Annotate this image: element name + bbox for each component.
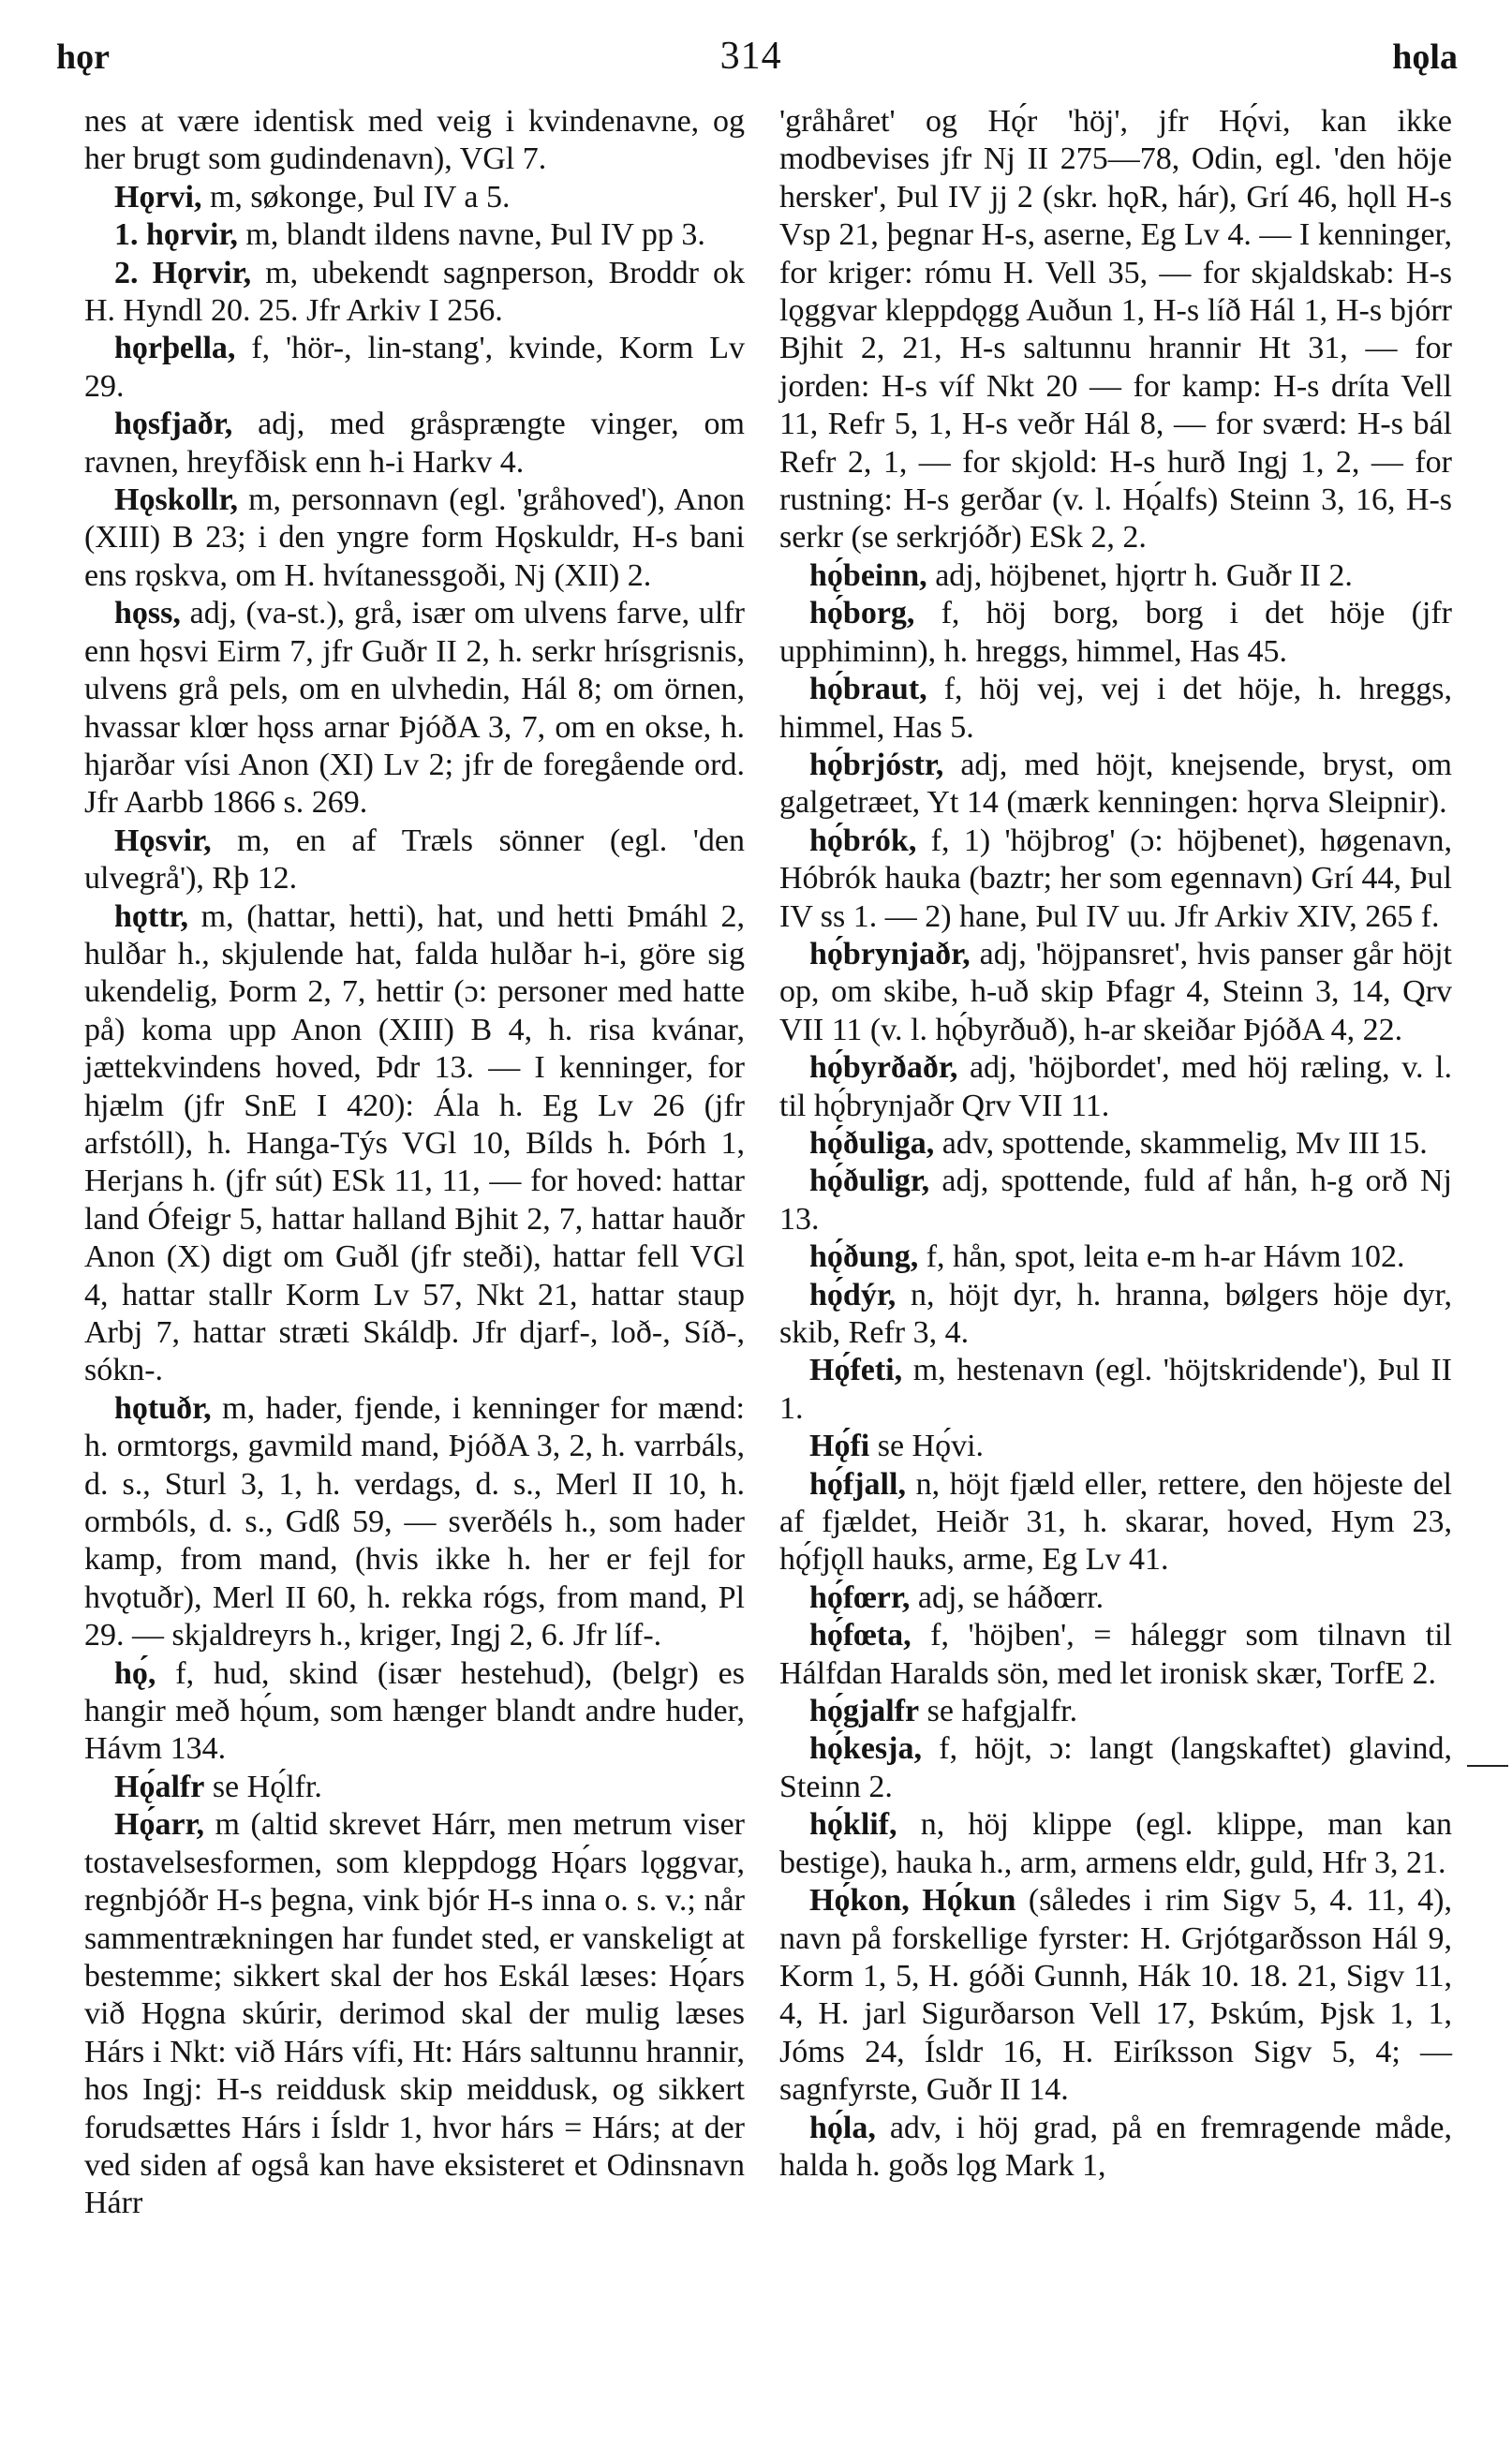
- entry-headword: Hǫ́kon, Hǫ́kun: [809, 1883, 1016, 1919]
- entry-definition: f, höjt, ɔ: langt (langskaftet) glavind, Steinn 2.: [779, 1731, 1452, 1804]
- dictionary-entry: [84, 823, 745, 898]
- entry-definition: m, (hattar, hetti), hat, und hetti Þmáhl 2, hulðar h., skjulende hat, falda hulðar h-i, göre sig ukendelig, Þorm 2, 7, hettir (ɔ: personer med hatte på) koma upp Anon (XIII) B 4, h. risa kvánar, jættekvindens hoved, Þdr 13. — I kenninger, for hjælm (jfr SnE I 420): Ála h. Eg Lv 26 (jfr arfstóll), h. Hanga-Týs VGl 10, Bílds h. Þórh 1, Herjans h. (jfr sút) ESk 11, 11, — for hoved: hattar land Ófeigr 5, hattar halland Bjhit 2, 7, hattar hauðr Anon (X) digt om Guðl (jfr steði), hattar fell VGl 4, hattar stallr Korm Lv 57, Nkt 21, hattar staup Arbj 7, hattar stræti Skáldþ. Jfr djarf-, loð-, Síð-, sókn-.: [84, 898, 745, 1388]
- entry-headword: hǫ́dýr,: [809, 1277, 897, 1312]
- entry-headword: hǫ́beinn,: [809, 557, 927, 593]
- entry-headword: hǫ́,: [114, 1655, 156, 1691]
- entry-headword: Hǫskollr,: [114, 482, 238, 518]
- entry-headword: hǫ́fjall,: [809, 1466, 906, 1502]
- entry-headword: Hǫrvi,: [114, 179, 202, 215]
- dictionary-entry: [84, 406, 745, 482]
- entry-definition: m, hader, fjende, i kenninger for mænd: h. ormtorgs, gavmild mand, ÞjóðA 3, 2, h. varrbáls, d. s., Sturl 3, 1, h. verdags, d. s., Merl II 10, h. ormbóls, d. s., Gdß 59, — sverðéls h., som hader kamp, from mand, (hvis ikke h. her er fejl for hvǫtuðr), Merl II 60, h. rekka rógs, from mand, Pl 29. — skjaldreyrs h., kriger, Ingj 2, 6. Jfr líf-.: [84, 1390, 745, 1653]
- entry-headword: hǫtuðr,: [114, 1390, 212, 1426]
- entry-headword: hǫ́ðuligr,: [809, 1164, 930, 1199]
- entry-definition: adj, 'höjbordet', med höj ræling, v. l. til hǫ́brynjaðr Qrv VII 11.: [779, 1050, 1452, 1123]
- entry-headword: hǫ́braut,: [809, 672, 927, 707]
- dictionary-entry: [779, 1693, 1452, 1730]
- entry-definition: (således i rim Sigv 5, 4. 11, 4), navn på forskellige fyrster: H. Grjótgarðsson Hál 9, Korm 1, 5, H. góði Gunnh, Hák 10. 18. 21, Sigv 11, 4, H. jarl Sigurðarson Vell 17, Þskúm, Þjsk 1, 1, Jóms 24, Ísldr 16, H. Eiríksson Sigv 5, 4; — sagnfyrste, Guðr II 14.: [779, 1883, 1452, 2108]
- entry-headword: hǫ́gjalfr: [809, 1694, 920, 1729]
- entry-definition: f, höj borg, borg i det höje (jfr upphiminn), h. hreggs, himmel, Has 45.: [779, 596, 1452, 669]
- dictionary-entry: [779, 671, 1452, 747]
- dictionary-entry: [84, 330, 745, 406]
- entry-headword: hǫ́brjóstr,: [809, 747, 944, 782]
- dictionary-entry: [779, 103, 1452, 557]
- entry-definition: f, hån, spot, leita e-m h-ar Hávm 102.: [918, 1239, 1405, 1275]
- dictionary-entry: [779, 1352, 1452, 1428]
- entry-definition: adv, spottende, skammelig, Mv III 15.: [934, 1125, 1428, 1161]
- entry-definition: n, höj klippe (egl. klippe, man kan bestige), hauka h., arm, armens eldr, guld, Hfr 3, 21.: [779, 1807, 1452, 1880]
- dictionary-entry: [779, 1277, 1452, 1353]
- entry-headword: hǫttr,: [114, 898, 189, 934]
- dictionary-entry: [84, 595, 745, 822]
- dictionary-entry: [779, 1125, 1452, 1163]
- entry-definition: adv, i höj grad, på en fremragende måde, halda h. goðs lǫg Mark 1,: [779, 2110, 1452, 2183]
- dictionary-entry: [779, 1617, 1452, 1693]
- entry-headword: hǫ́fœrr,: [809, 1579, 911, 1615]
- dictionary-entry: [779, 1466, 1452, 1579]
- margin-mark: [1467, 1765, 1508, 1767]
- entry-headword: hǫrþella,: [114, 331, 236, 366]
- dictionary-entry: [779, 1730, 1452, 1806]
- entry-definition: m, personnavn (egl. 'gråhoved'), Anon (XIII) B 23; i den yngre form Hǫskuldr, H-s bani ens rǫskva, om H. hvítanessgoði, Nj (XII) 2.: [84, 482, 745, 593]
- entry-definition: se Hǫ́vi.: [869, 1429, 985, 1464]
- entry-definition: adj, (va-st.), grå, især om ulvens farve, ulfr enn hǫsvi Eirm 7, jfr Guðr II 2, h. serkr hrísgrisnis, ulvens grå pels, om en ulvhedin, Hál 8; om örnen, hvassar klœr hǫss arnar ÞjóðA 3, 7, om en okse, h. hjarðar vísi Anon (XI) Lv 2; jfr de foregående ord. Jfr Aarbb 1866 s. 269.: [84, 596, 745, 821]
- entry-headword: Hǫ́feti,: [809, 1353, 903, 1388]
- entry-headword: hǫ́brók,: [809, 823, 917, 858]
- dictionary-entry: [779, 1882, 1452, 2109]
- entry-headword: hǫss,: [114, 596, 181, 631]
- entry-definition: f, höj vej, vej i det höje, h. hreggs, himmel, Has 5.: [779, 672, 1452, 745]
- dictionary-entry: [779, 747, 1452, 823]
- dictionary-entry: [84, 1806, 745, 2222]
- entry-definition: nes at være identisk med veig i kvindenavne, og her brugt som gudindenavn), VGl 7.: [84, 104, 745, 177]
- entry-definition: adj, 'höjpansret', hvis panser går höjt op, om skibe, h-uð skip Þfagr 4, Steinn 3, 14, Qrv VII 11 (v. l. hǫ́byrðuð), h-ar skeiðar ÞjóðA 4, 22.: [779, 936, 1452, 1047]
- left-guide-word: hǫr: [56, 37, 110, 77]
- entry-headword: Hǫ́fi: [809, 1429, 870, 1464]
- entry-definition: adj, se háðœrr.: [910, 1579, 1104, 1615]
- page-number: 314: [719, 35, 782, 78]
- entry-headword: hǫ́la,: [809, 2110, 876, 2145]
- entry-headword: hǫ́kesja,: [809, 1731, 922, 1767]
- dictionary-entry: [84, 179, 745, 216]
- dictionary-entry: [779, 936, 1452, 1049]
- dictionary-entry: [84, 1655, 745, 1769]
- left-column: [84, 103, 745, 2223]
- entry-headword: hǫ́ðung,: [809, 1239, 919, 1275]
- entry-headword: hǫ́brynjaðr,: [809, 936, 971, 971]
- entry-definition: f, 'hör-, lin-stang', kvinde, Korm Lv 29.: [84, 331, 745, 404]
- entry-definition: adj, spottende, fuld af hån, h-g orð Nj 13.: [779, 1164, 1452, 1237]
- dictionary-entry: [84, 103, 745, 179]
- dictionary-entry: [779, 595, 1452, 671]
- dictionary-entry: [84, 1390, 745, 1655]
- dictionary-entry: [84, 216, 745, 254]
- entry-headword: 2. Hǫrvir,: [114, 255, 252, 290]
- entry-definition: adj, med höjt, knejsende, bryst, om galgetræet, Yt 14 (mærk kenningen: hǫrva Sleipnir).: [779, 747, 1452, 821]
- entry-definition: m, søkonge, Þul IV a 5.: [201, 179, 511, 215]
- entry-definition: adj, med gråsprængte vinger, om ravnen, hreyfðisk enn h-i Harkv 4.: [84, 407, 745, 480]
- entry-headword: Hǫsvir,: [114, 823, 212, 858]
- entry-definition: m, hestenavn (egl. 'höjtskridende'), Þul II 1.: [779, 1353, 1452, 1426]
- dictionary-entry: [779, 2110, 1452, 2186]
- entry-definition: f, 1) 'höjbrog' (ɔ: höjbenet), høgenavn, Hóbrók hauka (baztr; her som egennavn) Grí 44, Þul IV ss 1. — 2) hane, Þul IV uu. Jfr Arkiv XIV, 265 f.: [779, 823, 1452, 934]
- dictionary-entry: [779, 557, 1452, 595]
- dictionary-entry: [779, 1238, 1452, 1276]
- dictionary-entry: [779, 1806, 1452, 1882]
- entry-headword: hǫ́klif,: [809, 1807, 897, 1843]
- entry-definition: adj, höjbenet, hjǫrtr h. Guðr II 2.: [926, 557, 1353, 593]
- dictionary-entry: [779, 1428, 1452, 1465]
- dictionary-entry: [84, 482, 745, 595]
- entry-definition: n, höjt dyr, h. hranna, bølgers höje dyr, skib, Refr 3, 4.: [779, 1277, 1452, 1350]
- entry-definition: 'gråhåret' og Hǫ́r 'höj', jfr Hǫ́vi, kan ikke modbevises jfr Nj II 275—78, Odin, egl. 'den höje hersker', Þul IV jj 2 (skr. hǫR, hár), Grí 46, hǫll H-s Vsp 21, þegnar H-s, aserne, Eg Lv 4. — I kenninger, for kriger: rómu H. Vell 35, — for skjaldskab: H-s lǫggvar kleppdǫgg Auðun 1, H-s líð Hál 1, H-s bjórr Bjhit 2, 21, H-s saltunnu hrannir Ht 31, — for jorden: H-s víf Nkt 20 — for kamp: H-s dríta Vell 11, Refr 5, 1, H-s veðr Hál 8, — for sværd: H-s bál Refr 2, 1, — for skjold: H-s hurð Ingj 1, 2, — for rustning: H-s gerðar (v. l. Hǫ́alfs) Steinn 3, 16, H-s serkr (se serkrjóðr) ESk 2, 2.: [779, 104, 1452, 556]
- entry-definition: m, blandt ildens navne, Þul IV pp 3.: [237, 217, 705, 253]
- page-header: [56, 34, 1458, 90]
- entry-definition: se Hǫ́lfr.: [204, 1769, 322, 1804]
- dictionary-entry: [84, 898, 745, 1390]
- entry-definition: m, en af Træls sönner (egl. 'den ulvegrå'), Rþ 12.: [84, 823, 745, 897]
- entry-definition: se hafgjalfr.: [919, 1694, 1078, 1729]
- entry-headword: hǫsfjaðr,: [114, 407, 233, 442]
- entry-headword: hǫ́byrðaðr,: [809, 1050, 958, 1086]
- entry-definition: m, ubekendt sagnperson, Broddr ok H. Hyndl 20. 25. Jfr Arkiv I 256.: [84, 255, 746, 329]
- right-guide-word: hǫla: [1392, 37, 1458, 77]
- dictionary-entry: [779, 823, 1452, 936]
- dictionary-entry: [779, 1579, 1452, 1617]
- dictionary-entry: [779, 1049, 1452, 1125]
- dictionary-entry: [84, 1769, 745, 1806]
- entry-headword: hǫ́borg,: [809, 596, 915, 631]
- entry-headword: hǫ́fœta,: [809, 1618, 912, 1653]
- entry-headword: hǫ́ðuliga,: [809, 1125, 935, 1161]
- entry-headword: Hǫ́arr,: [114, 1807, 205, 1843]
- entry-headword: Hǫ́alfr: [114, 1769, 205, 1804]
- entry-headword: 1. hǫrvir,: [114, 217, 238, 253]
- dictionary-entry: [84, 255, 745, 331]
- right-column: [779, 103, 1452, 2185]
- entry-definition: f, hud, skind (især hestehud), (belgr) es hangir með hǫ́um, som hænger blandt andre huder, Hávm 134.: [84, 1655, 745, 1767]
- entry-definition: n, höjt fjæld eller, rettere, den höjeste del af fjældet, Heiðr 31, h. skarar, hoved, Hym 23, hǫ́fjǫll hauks, arme, Eg Lv 41.: [779, 1466, 1452, 1578]
- entry-definition: f, 'höjben', = háleggr som tilnavn til Hálfdan Haralds sön, med let ironisk skær, TorfE 2.: [779, 1618, 1452, 1691]
- entry-definition: m (altid skrevet Hárr, men metrum viser tostavelsesformen, som kleppdogg Hǫ́ars lǫggvar, regnbjóðr H-s þegna, vink bjór H-s inna o. s. v.; når sammentrækningen har fundet sted, er vanskeligt at bestemme; sikkert skal der hos Eskál læses: Hǫ́ars við Hǫgna skúrir, derimod skal der mulig læses Hárs i Nkt: við Hárs vífi, Ht: Hárs saltunnu hrannir, hos Ingj: H-s reiddusk skip meiddusk, og sikkert forudsættes Hárs i Ísldr 1, hvor hárs = Hárs; at der ved siden af også kan have eksisteret et Odinsnavn Hárr: [84, 1807, 745, 2221]
- dictionary-entry: [779, 1163, 1452, 1238]
